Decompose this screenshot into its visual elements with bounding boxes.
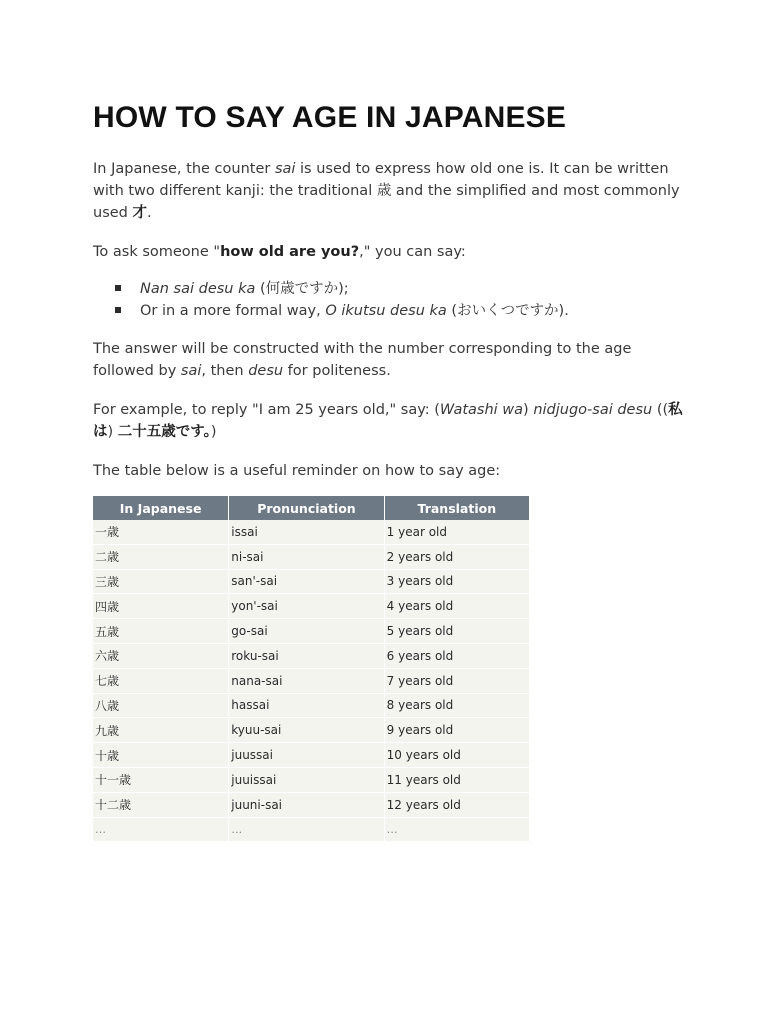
- intro-paragraph: [93, 158, 683, 224]
- ask-text-2: ," you can say:: [359, 244, 466, 260]
- cell-pronunciation: go-sai: [229, 619, 384, 644]
- cell-pronunciation: yon'-sai: [229, 594, 384, 619]
- example-kanji-1: 私は: [93, 402, 683, 440]
- cell-translation: 1 year old: [384, 520, 529, 544]
- cell-translation: 5 years old: [384, 619, 529, 644]
- cell-translation: 4 years old: [384, 594, 529, 619]
- answer-text-2: , then: [201, 363, 249, 379]
- table-row: [93, 569, 529, 594]
- cell-pronunciation: san'-sai: [229, 569, 384, 594]
- cell-pronunciation: juuni-sai: [229, 792, 384, 817]
- cell-translation: 9 years old: [384, 718, 529, 743]
- table-body: [93, 520, 529, 842]
- example-kanji-2: 二十五歳です。: [117, 424, 211, 440]
- page-title: HOW TO SAY AGE IN JAPANESE: [93, 101, 567, 134]
- intro-text-2: is used to express how old one is. It can be written with two different kanji: the traditional: [93, 161, 669, 199]
- table-row: [93, 792, 529, 817]
- cell-pronunciation: juussai: [229, 743, 384, 768]
- intro-text-3: and the simplified and most commonly used: [93, 183, 680, 221]
- intro-text-4: .: [146, 205, 152, 221]
- phrase-list: [93, 278, 683, 322]
- cell-japanese: 五歳: [93, 619, 229, 644]
- list-item-italic: O ikutsu desu ka: [325, 303, 447, 319]
- cell-translation: 11 years old: [384, 767, 529, 792]
- cell-pronunciation: ni-sai: [229, 544, 384, 569]
- example-text-2: ): [523, 402, 534, 418]
- list-item-post: (おいくつですか).: [446, 303, 569, 319]
- example-text-4: ): [107, 424, 118, 440]
- table-row: [93, 668, 529, 693]
- cell-translation: 2 years old: [384, 544, 529, 569]
- document-page: [93, 100, 683, 842]
- cell-translation: 10 years old: [384, 743, 529, 768]
- cell-translation: 6 years old: [384, 643, 529, 668]
- cell-japanese: 八歳: [93, 693, 229, 718]
- cell-pronunciation: hassai: [229, 693, 384, 718]
- cell-japanese: 十歳: [93, 743, 229, 768]
- cell-japanese: 七歳: [93, 668, 229, 693]
- age-table: [93, 496, 529, 842]
- table-row: [93, 718, 529, 743]
- bullet-icon: [115, 307, 121, 313]
- bullet-icon: [115, 285, 121, 291]
- cell-japanese: 四歳: [93, 594, 229, 619]
- cell-japanese: 一歳: [93, 520, 229, 544]
- table-row: [93, 643, 529, 668]
- cell-translation: …: [384, 817, 529, 842]
- table-row: [93, 544, 529, 569]
- table-header-row: [93, 496, 529, 520]
- cell-japanese: 九歳: [93, 718, 229, 743]
- header-pronunciation: Pronunciation: [229, 496, 384, 520]
- example-watashi: Watashi wa: [439, 402, 524, 418]
- table-row: [93, 767, 529, 792]
- cell-translation: 7 years old: [384, 668, 529, 693]
- list-item-post: (何歳ですか);: [255, 281, 349, 297]
- cell-japanese: 十一歳: [93, 767, 229, 792]
- cell-translation: 8 years old: [384, 693, 529, 718]
- list-item-italic: Nan sai desu ka: [140, 281, 256, 297]
- cell-japanese: 六歳: [93, 643, 229, 668]
- table-row: [93, 817, 529, 842]
- header-japanese: In Japanese: [93, 496, 229, 520]
- answer-paragraph: [93, 338, 683, 382]
- cell-pronunciation: roku-sai: [229, 643, 384, 668]
- list-item: [140, 300, 683, 322]
- example-paragraph: [93, 399, 683, 443]
- cell-pronunciation: nana-sai: [229, 668, 384, 693]
- cell-translation: 12 years old: [384, 792, 529, 817]
- cell-japanese: 三歳: [93, 569, 229, 594]
- intro-text-1: In Japanese, the counter: [93, 161, 275, 177]
- header-translation: Translation: [384, 496, 529, 520]
- kanji-traditional: 歳: [376, 183, 392, 199]
- table-row: [93, 619, 529, 644]
- example-text-3: ((: [652, 402, 669, 418]
- cell-japanese: …: [93, 817, 229, 842]
- example-nidjugo: nidjugo-sai desu: [533, 402, 653, 418]
- cell-japanese: 二歳: [93, 544, 229, 569]
- cell-japanese: 十二歳: [93, 792, 229, 817]
- table-row: [93, 594, 529, 619]
- list-item-pre: Or in a more formal way,: [140, 303, 326, 319]
- ask-paragraph: [93, 241, 683, 263]
- table-row: [93, 693, 529, 718]
- list-item: [140, 278, 683, 300]
- table-row: [93, 520, 529, 544]
- intro-sai: sai: [274, 161, 296, 177]
- example-text-1: For example, to reply "I am 25 years old," say: (: [93, 402, 440, 418]
- answer-text-1: The answer will be constructed with the number corresponding to the age followed by: [93, 341, 632, 379]
- table-row: [93, 743, 529, 768]
- cell-pronunciation: juuissai: [229, 767, 384, 792]
- kanji-simplified: 才: [132, 205, 147, 221]
- answer-desu: desu: [248, 363, 284, 379]
- cell-pronunciation: issai: [229, 520, 384, 544]
- ask-bold: how old are you?: [220, 244, 360, 260]
- answer-sai: sai: [180, 363, 202, 379]
- answer-text-3: for politeness.: [283, 363, 391, 379]
- cell-pronunciation: …: [229, 817, 384, 842]
- cell-pronunciation: kyuu-sai: [229, 718, 384, 743]
- example-text-5: ): [210, 424, 217, 440]
- table-intro: The table below is a useful reminder on how to say age:: [93, 463, 501, 479]
- cell-translation: 3 years old: [384, 569, 529, 594]
- ask-text-1: To ask someone ": [93, 244, 221, 260]
